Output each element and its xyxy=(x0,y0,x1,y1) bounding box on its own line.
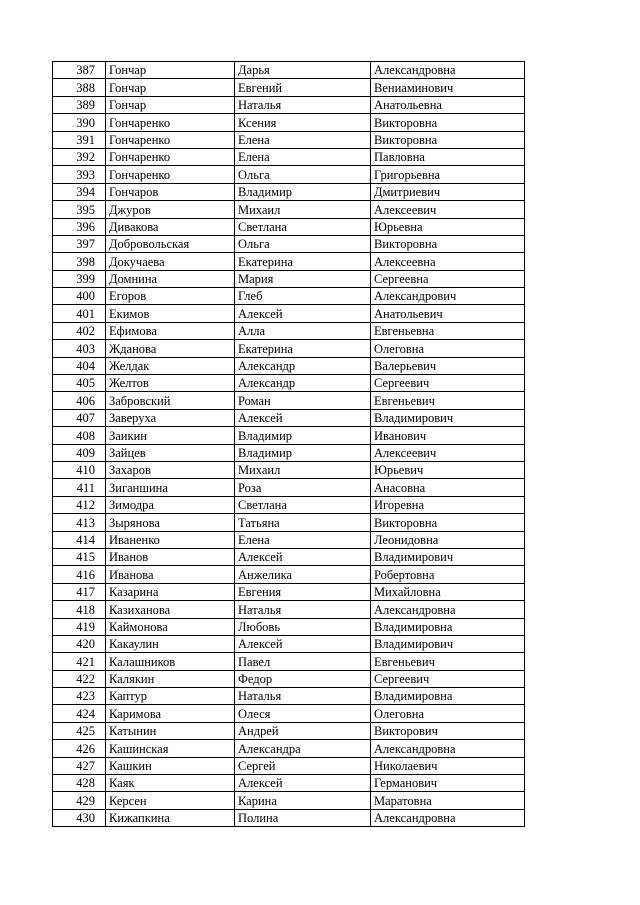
row-number-cell: 390 xyxy=(53,114,106,131)
patronymic-cell: Владимирович xyxy=(371,635,525,652)
last-name-cell: Гончаренко xyxy=(106,148,235,165)
last-name-cell: Каримова xyxy=(106,705,235,722)
patronymic-cell: Юрьевич xyxy=(371,461,525,478)
row-number-cell: 391 xyxy=(53,131,106,148)
first-name-cell: Александра xyxy=(235,740,371,757)
table-row xyxy=(53,618,525,635)
row-number-cell: 403 xyxy=(53,340,106,357)
table-row xyxy=(53,148,525,165)
patronymic-cell: Александровна xyxy=(371,601,525,618)
first-name-cell: Михаил xyxy=(235,461,371,478)
last-name-cell: Желдак xyxy=(106,357,235,374)
last-name-cell: Жданова xyxy=(106,340,235,357)
patronymic-cell: Владимировна xyxy=(371,688,525,705)
patronymic-cell: Игоревна xyxy=(371,496,525,513)
last-name-cell: Гончар xyxy=(106,79,235,96)
last-name-cell: Гончар xyxy=(106,62,235,79)
patronymic-cell: Леонидовна xyxy=(371,531,525,548)
last-name-cell: Домнина xyxy=(106,270,235,287)
patronymic-cell: Анасовна xyxy=(371,479,525,496)
first-name-cell: Федор xyxy=(235,670,371,687)
row-number-cell: 404 xyxy=(53,357,106,374)
last-name-cell: Казарина xyxy=(106,583,235,600)
last-name-cell: Кашинская xyxy=(106,740,235,757)
name-list-table xyxy=(52,61,525,827)
table-row xyxy=(53,392,525,409)
row-number-cell: 425 xyxy=(53,722,106,739)
first-name-cell: Владимир xyxy=(235,444,371,461)
first-name-cell: Роман xyxy=(235,392,371,409)
table-row xyxy=(53,288,525,305)
last-name-cell: Ефимова xyxy=(106,322,235,339)
last-name-cell: Иванова xyxy=(106,566,235,583)
patronymic-cell: Александрович xyxy=(371,288,525,305)
first-name-cell: Алексей xyxy=(235,635,371,652)
last-name-cell: Каптур xyxy=(106,688,235,705)
patronymic-cell: Дмитриевич xyxy=(371,183,525,200)
patronymic-cell: Юрьевна xyxy=(371,218,525,235)
first-name-cell: Александр xyxy=(235,375,371,392)
last-name-cell: Докучаева xyxy=(106,253,235,270)
patronymic-cell: Викторовна xyxy=(371,114,525,131)
patronymic-cell: Николаевич xyxy=(371,757,525,774)
first-name-cell: Евгений xyxy=(235,79,371,96)
row-number-cell: 429 xyxy=(53,792,106,809)
table-row xyxy=(53,375,525,392)
first-name-cell: Евгения xyxy=(235,583,371,600)
last-name-cell: Зимодра xyxy=(106,496,235,513)
patronymic-cell: Александровна xyxy=(371,809,525,826)
patronymic-cell: Сергеевич xyxy=(371,670,525,687)
last-name-cell: Гончаров xyxy=(106,183,235,200)
table-row xyxy=(53,548,525,565)
row-number-cell: 415 xyxy=(53,548,106,565)
first-name-cell: Екатерина xyxy=(235,340,371,357)
first-name-cell: Ольга xyxy=(235,166,371,183)
patronymic-cell: Сергеевич xyxy=(371,375,525,392)
first-name-cell: Полина xyxy=(235,809,371,826)
row-number-cell: 405 xyxy=(53,375,106,392)
patronymic-cell: Сергеевна xyxy=(371,270,525,287)
patronymic-cell: Викторовна xyxy=(371,514,525,531)
patronymic-cell: Евгеньевна xyxy=(371,322,525,339)
last-name-cell: Казиханова xyxy=(106,601,235,618)
table-row xyxy=(53,740,525,757)
first-name-cell: Анжелика xyxy=(235,566,371,583)
last-name-cell: Зырянова xyxy=(106,514,235,531)
patronymic-cell: Алексеевич xyxy=(371,444,525,461)
row-number-cell: 420 xyxy=(53,635,106,652)
row-number-cell: 421 xyxy=(53,653,106,670)
last-name-cell: Заверуха xyxy=(106,409,235,426)
table-row xyxy=(53,688,525,705)
row-number-cell: 418 xyxy=(53,601,106,618)
row-number-cell: 397 xyxy=(53,235,106,252)
last-name-cell: Каяк xyxy=(106,775,235,792)
first-name-cell: Наталья xyxy=(235,688,371,705)
row-number-cell: 409 xyxy=(53,444,106,461)
table-row xyxy=(53,444,525,461)
first-name-cell: Екатерина xyxy=(235,253,371,270)
last-name-cell: Иванов xyxy=(106,548,235,565)
row-number-cell: 401 xyxy=(53,305,106,322)
row-number-cell: 400 xyxy=(53,288,106,305)
row-number-cell: 423 xyxy=(53,688,106,705)
last-name-cell: Егоров xyxy=(106,288,235,305)
patronymic-cell: Олеговна xyxy=(371,705,525,722)
patronymic-cell: Григорьевна xyxy=(371,166,525,183)
table-row xyxy=(53,235,525,252)
last-name-cell: Заикин xyxy=(106,427,235,444)
last-name-cell: Зайцев xyxy=(106,444,235,461)
table-row xyxy=(53,96,525,113)
last-name-cell: Дивакова xyxy=(106,218,235,235)
table-row xyxy=(53,479,525,496)
last-name-cell: Гончаренко xyxy=(106,131,235,148)
first-name-cell: Глеб xyxy=(235,288,371,305)
table-row xyxy=(53,253,525,270)
table-row xyxy=(53,340,525,357)
row-number-cell: 393 xyxy=(53,166,106,183)
table-row xyxy=(53,601,525,618)
first-name-cell: Ольга xyxy=(235,235,371,252)
row-number-cell: 419 xyxy=(53,618,106,635)
row-number-cell: 424 xyxy=(53,705,106,722)
row-number-cell: 410 xyxy=(53,461,106,478)
table-row xyxy=(53,461,525,478)
last-name-cell: Забровский xyxy=(106,392,235,409)
row-number-cell: 411 xyxy=(53,479,106,496)
row-number-cell: 388 xyxy=(53,79,106,96)
patronymic-cell: Владимировна xyxy=(371,618,525,635)
last-name-cell: Добровольская xyxy=(106,235,235,252)
row-number-cell: 396 xyxy=(53,218,106,235)
first-name-cell: Олеся xyxy=(235,705,371,722)
table-row xyxy=(53,79,525,96)
first-name-cell: Алла xyxy=(235,322,371,339)
table-row xyxy=(53,757,525,774)
table-row xyxy=(53,357,525,374)
patronymic-cell: Маратовна xyxy=(371,792,525,809)
patronymic-cell: Владимирович xyxy=(371,548,525,565)
patronymic-cell: Евгеньевич xyxy=(371,653,525,670)
first-name-cell: Роза xyxy=(235,479,371,496)
row-number-cell: 412 xyxy=(53,496,106,513)
first-name-cell: Светлана xyxy=(235,218,371,235)
table-row xyxy=(53,566,525,583)
last-name-cell: Катынин xyxy=(106,722,235,739)
first-name-cell: Сергей xyxy=(235,757,371,774)
patronymic-cell: Анатольевна xyxy=(371,96,525,113)
table-row xyxy=(53,305,525,322)
row-number-cell: 428 xyxy=(53,775,106,792)
last-name-cell: Гончаренко xyxy=(106,166,235,183)
table-row xyxy=(53,131,525,148)
table-row xyxy=(53,722,525,739)
row-number-cell: 398 xyxy=(53,253,106,270)
table-row xyxy=(53,409,525,426)
patronymic-cell: Валерьевич xyxy=(371,357,525,374)
row-number-cell: 399 xyxy=(53,270,106,287)
patronymic-cell: Олеговна xyxy=(371,340,525,357)
table-row xyxy=(53,201,525,218)
row-number-cell: 427 xyxy=(53,757,106,774)
row-number-cell: 392 xyxy=(53,148,106,165)
patronymic-cell: Алексеевич xyxy=(371,201,525,218)
patronymic-cell: Анатольевич xyxy=(371,305,525,322)
name-list-body xyxy=(53,62,525,827)
patronymic-cell: Александровна xyxy=(371,740,525,757)
row-number-cell: 413 xyxy=(53,514,106,531)
patronymic-cell: Владимирович xyxy=(371,409,525,426)
table-row xyxy=(53,531,525,548)
row-number-cell: 402 xyxy=(53,322,106,339)
first-name-cell: Наталья xyxy=(235,96,371,113)
last-name-cell: Кашкин xyxy=(106,757,235,774)
last-name-cell: Керсен xyxy=(106,792,235,809)
first-name-cell: Дарья xyxy=(235,62,371,79)
last-name-cell: Калякин xyxy=(106,670,235,687)
first-name-cell: Татьяна xyxy=(235,514,371,531)
row-number-cell: 408 xyxy=(53,427,106,444)
last-name-cell: Кижапкина xyxy=(106,809,235,826)
first-name-cell: Елена xyxy=(235,531,371,548)
table-row xyxy=(53,775,525,792)
first-name-cell: Светлана xyxy=(235,496,371,513)
last-name-cell: Джуров xyxy=(106,201,235,218)
table-row xyxy=(53,670,525,687)
first-name-cell: Владимир xyxy=(235,427,371,444)
first-name-cell: Алексей xyxy=(235,409,371,426)
table-row xyxy=(53,427,525,444)
first-name-cell: Любовь xyxy=(235,618,371,635)
row-number-cell: 414 xyxy=(53,531,106,548)
table-row xyxy=(53,62,525,79)
first-name-cell: Владимир xyxy=(235,183,371,200)
patronymic-cell: Викторовна xyxy=(371,131,525,148)
first-name-cell: Ксения xyxy=(235,114,371,131)
last-name-cell: Калашников xyxy=(106,653,235,670)
row-number-cell: 395 xyxy=(53,201,106,218)
patronymic-cell: Павловна xyxy=(371,148,525,165)
first-name-cell: Алексей xyxy=(235,305,371,322)
last-name-cell: Гончар xyxy=(106,96,235,113)
first-name-cell: Алексей xyxy=(235,775,371,792)
first-name-cell: Карина xyxy=(235,792,371,809)
table-row xyxy=(53,496,525,513)
first-name-cell: Мария xyxy=(235,270,371,287)
table-row xyxy=(53,635,525,652)
row-number-cell: 394 xyxy=(53,183,106,200)
table-row xyxy=(53,218,525,235)
table-row xyxy=(53,114,525,131)
row-number-cell: 387 xyxy=(53,62,106,79)
row-number-cell: 389 xyxy=(53,96,106,113)
first-name-cell: Елена xyxy=(235,148,371,165)
table-row xyxy=(53,705,525,722)
last-name-cell: Каймонова xyxy=(106,618,235,635)
patronymic-cell: Иванович xyxy=(371,427,525,444)
row-number-cell: 417 xyxy=(53,583,106,600)
patronymic-cell: Робертовна xyxy=(371,566,525,583)
last-name-cell: Гончаренко xyxy=(106,114,235,131)
table-row xyxy=(53,322,525,339)
first-name-cell: Наталья xyxy=(235,601,371,618)
first-name-cell: Павел xyxy=(235,653,371,670)
patronymic-cell: Алексеевна xyxy=(371,253,525,270)
patronymic-cell: Вениаминович xyxy=(371,79,525,96)
patronymic-cell: Германович xyxy=(371,775,525,792)
table-row xyxy=(53,583,525,600)
row-number-cell: 430 xyxy=(53,809,106,826)
last-name-cell: Какаулин xyxy=(106,635,235,652)
first-name-cell: Алексей xyxy=(235,548,371,565)
patronymic-cell: Александровна xyxy=(371,62,525,79)
row-number-cell: 416 xyxy=(53,566,106,583)
last-name-cell: Захаров xyxy=(106,461,235,478)
row-number-cell: 422 xyxy=(53,670,106,687)
table-row xyxy=(53,809,525,826)
last-name-cell: Желтов xyxy=(106,375,235,392)
patronymic-cell: Михайловна xyxy=(371,583,525,600)
first-name-cell: Андрей xyxy=(235,722,371,739)
row-number-cell: 406 xyxy=(53,392,106,409)
first-name-cell: Александр xyxy=(235,357,371,374)
first-name-cell: Михаил xyxy=(235,201,371,218)
last-name-cell: Иваненко xyxy=(106,531,235,548)
patronymic-cell: Викторовна xyxy=(371,235,525,252)
table-row xyxy=(53,166,525,183)
last-name-cell: Екимов xyxy=(106,305,235,322)
table-row xyxy=(53,270,525,287)
row-number-cell: 407 xyxy=(53,409,106,426)
last-name-cell: Зиганшина xyxy=(106,479,235,496)
patronymic-cell: Евгеньевич xyxy=(371,392,525,409)
patronymic-cell: Викторович xyxy=(371,722,525,739)
table-row xyxy=(53,653,525,670)
table-row xyxy=(53,183,525,200)
row-number-cell: 426 xyxy=(53,740,106,757)
table-row xyxy=(53,514,525,531)
table-row xyxy=(53,792,525,809)
first-name-cell: Елена xyxy=(235,131,371,148)
